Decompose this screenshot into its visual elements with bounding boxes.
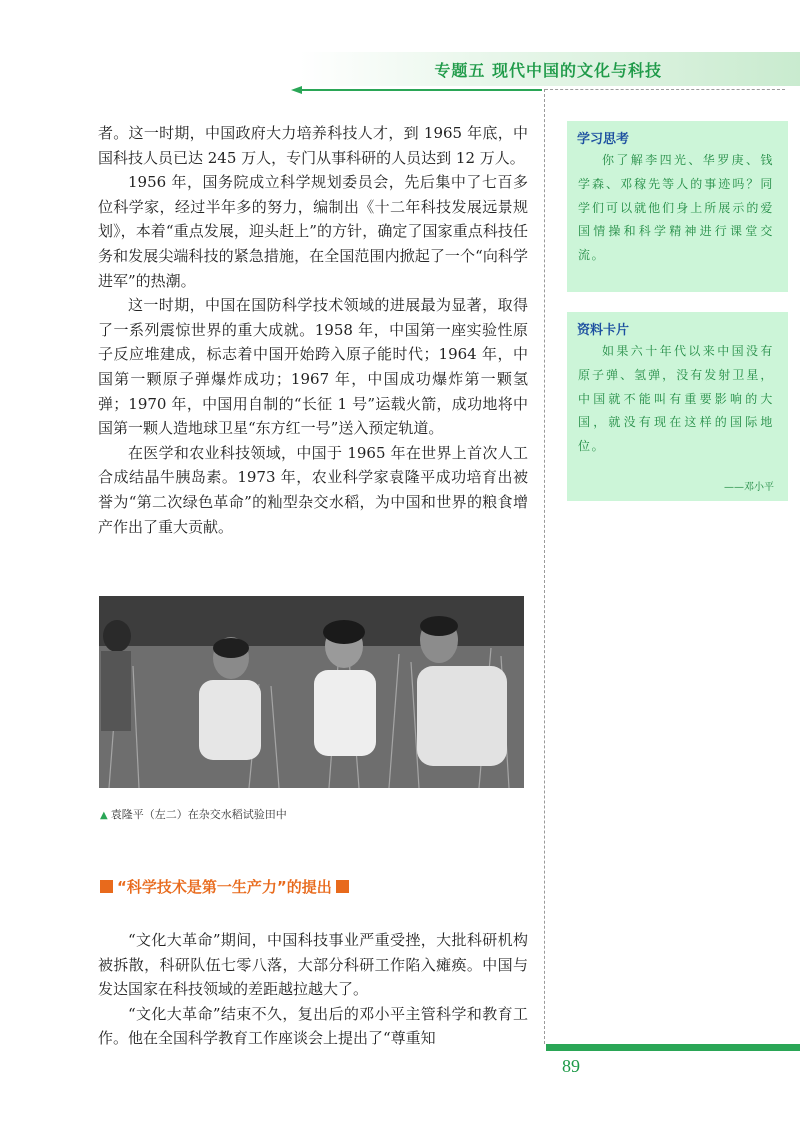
page-number: 89: [562, 1056, 580, 1076]
photo-rice-field: [99, 596, 524, 788]
chapter-title: 专题五 现代中国的文化与科技: [434, 61, 662, 80]
study-box-text: [578, 149, 774, 268]
paragraph: 这一时期，中国在国防科学技术领域的进展最为显著，取得了一系列震惊世界的重大成就。1958 年，中国第一座实验性原子反应堆建成，标志着中国开始跨入原子能时代；1964 年，中国第一颗原子弹爆炸成功；1967 年，中国成功爆炸第一颗氢弹；1970 年，中国用自制的“长征 1 号”运载火箭，成功地将中国第一颗人造地球卫星“东方红一号”送入预定轨道。: [98, 296, 528, 438]
heading-square-icon: [100, 880, 113, 893]
paragraph: 在医学和农业科技领域，中国于 1965 年在世界上首次人工合成结晶牛胰岛素。1973 年，农业科学家袁隆平成功培育出被誉为“第二次绿色革命”的籼型杂交水稻，为中国和世界的粮食增产作出了重大贡献。: [98, 443, 528, 536]
main-text-top: [98, 121, 528, 539]
main-text-bottom: [98, 928, 528, 1051]
section-heading: [100, 876, 349, 897]
sidebar-info-card: [567, 312, 788, 501]
header-dashed-rule: [545, 89, 785, 90]
info-card-text: [578, 340, 774, 459]
info-card-paragraph: 如果六十年代以来中国没有原子弹、氢弹，没有发射卫星，中国就不能叫有重要影响的大国，就没有现在这样的国际地位。: [578, 344, 774, 454]
column-divider: [544, 89, 545, 1044]
header-rule: [302, 89, 542, 91]
paragraph: 1956 年，国务院成立科学规划委员会，先后集中了七百多位科学家，经过半年多的努力，编制出《十二年科技发展远景规划》，本着“重点发展，迎头赶上”的方针，确定了国家重点科技任务和发展尖端科技的紧急措施，在全国范围内掀起了一个“向科学进军”的热潮。: [98, 173, 528, 290]
paragraph: “文化大革命”结束不久，复出后的邓小平主管科学和教育工作。他在全国科学教育工作座谈会上提出了“尊重知: [98, 1004, 528, 1048]
paragraph: “文化大革命”期间，中国科技事业严重受挫，大批科研机构被拆散，科研队伍七零八落，大部分科研工作陷入瘫痪。中国与发达国家在科技领域的差距越拉越大了。: [98, 931, 528, 999]
info-card-signature: ——邓小平: [724, 482, 774, 493]
photo-caption: [100, 806, 287, 822]
section-heading-text: “科学技术是第一生产力”的提出: [117, 878, 332, 896]
header-arrow-icon: [291, 86, 302, 94]
paragraph: 者。这一时期，中国政府大力培养科技人才，到 1965 年底，中国科技人员已达 245 万人，专门从事科研的人员达到 12 万人。: [98, 124, 528, 167]
heading-square-icon: [336, 880, 349, 893]
sidebar-study-box: [567, 121, 788, 292]
info-card-title: 资料卡片: [577, 323, 630, 338]
caption-triangle-icon: ▲: [100, 810, 108, 821]
study-box-title: 学习思考: [577, 132, 630, 147]
caption-text: 袁隆平（左二）在杂交水稻试验田中: [110, 808, 287, 821]
study-box-paragraph: 你了解李四光、华罗庚、钱学森、邓稼先等人的事迹吗？同学们可以就他们身上所展示的爱国情操和科学精神进行课堂交流。: [578, 153, 774, 263]
footer-bar: [546, 1044, 800, 1051]
